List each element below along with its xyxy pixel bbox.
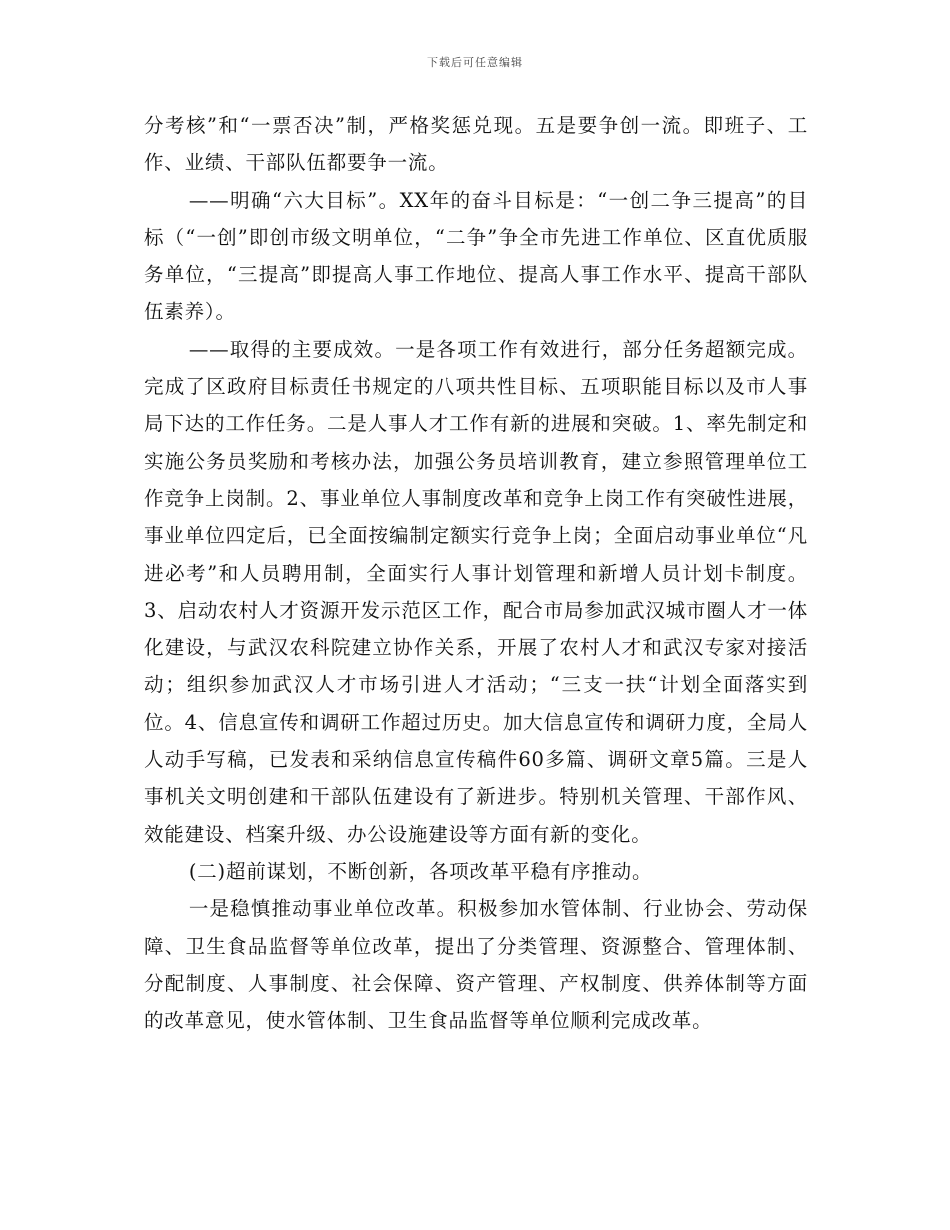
document-body (144, 107, 808, 1039)
download-note: 下载后可任意编辑 (427, 56, 523, 69)
paragraph-2: ——明确“六大目标”。XX年的奋斗目标是：“一创二争三提高”的目标（“一创”即创市级文明单位，“二争”争全市先进工作单位、区直优质服务单位，“三提高”即提高人事工作地位、提高人事工作水平、提高干部队伍素养）。 (144, 188, 808, 324)
paragraph-1: 分考核”和“一票否决”制，严格奖惩兑现。五是要争创一流。即班子、工作、业绩、干部队伍都要争一流。 (144, 114, 808, 175)
paragraph-3: ——取得的主要成效。一是各项工作有效进行，部分任务超额完成。完成了区政府目标责任书规定的八项共性目标、五项职能目标以及市人事局下达的工作任务。二是人事人才工作有新的进展和突破。1、率先制定和实施公务员奖励和考核办法，加强公务员培训教育，建立参照管理单位工作竞争上岗制。2、事业单位人事制度改革和竞争上岗工作有突破性进展，事业单位四定后，已全面按编制定额实行竞争上岗；全面启动事业单位“凡进必考”和人员聘用制，全面实行人事计划管理和新增人员计划卡制度。3、启动农村人才资源开发示范区工作，配合市局参加武汉城市圈人才一体化建设，与武汉农科院建立协作关系，开展了农村人才和武汉专家对接活动；组织参加武汉人才市场引进人才活动；“三支一扶“计划全面落实到位。4、信息宣传和调研工作超过历史。加大信息宣传和调研力度，全局人人动手写稿，已发表和采纳信息宣传稿件60多篇、调研文章5篇。三是人事机关文明创建和干部队伍建设有了新进步。特别机关管理、干部作风、效能建设、档案升级、办公设施建设等方面有新的变化。 (144, 337, 808, 846)
paragraph-5: 一是稳慎推动事业单位改革。积极参加水管体制、行业协会、劳动保障、卫生食品监督等单位改革，提出了分类管理、资源整合、管理体制、分配制度、人事制度、社会保障、资产管理、产权制度、供养体制等方面的改革意见，使水管体制、卫生食品监督等单位顺利完成改革。 (144, 897, 808, 1033)
paragraph-4: (二)超前谋划，不断创新，各项改革平稳有序推动。 (188, 859, 653, 883)
